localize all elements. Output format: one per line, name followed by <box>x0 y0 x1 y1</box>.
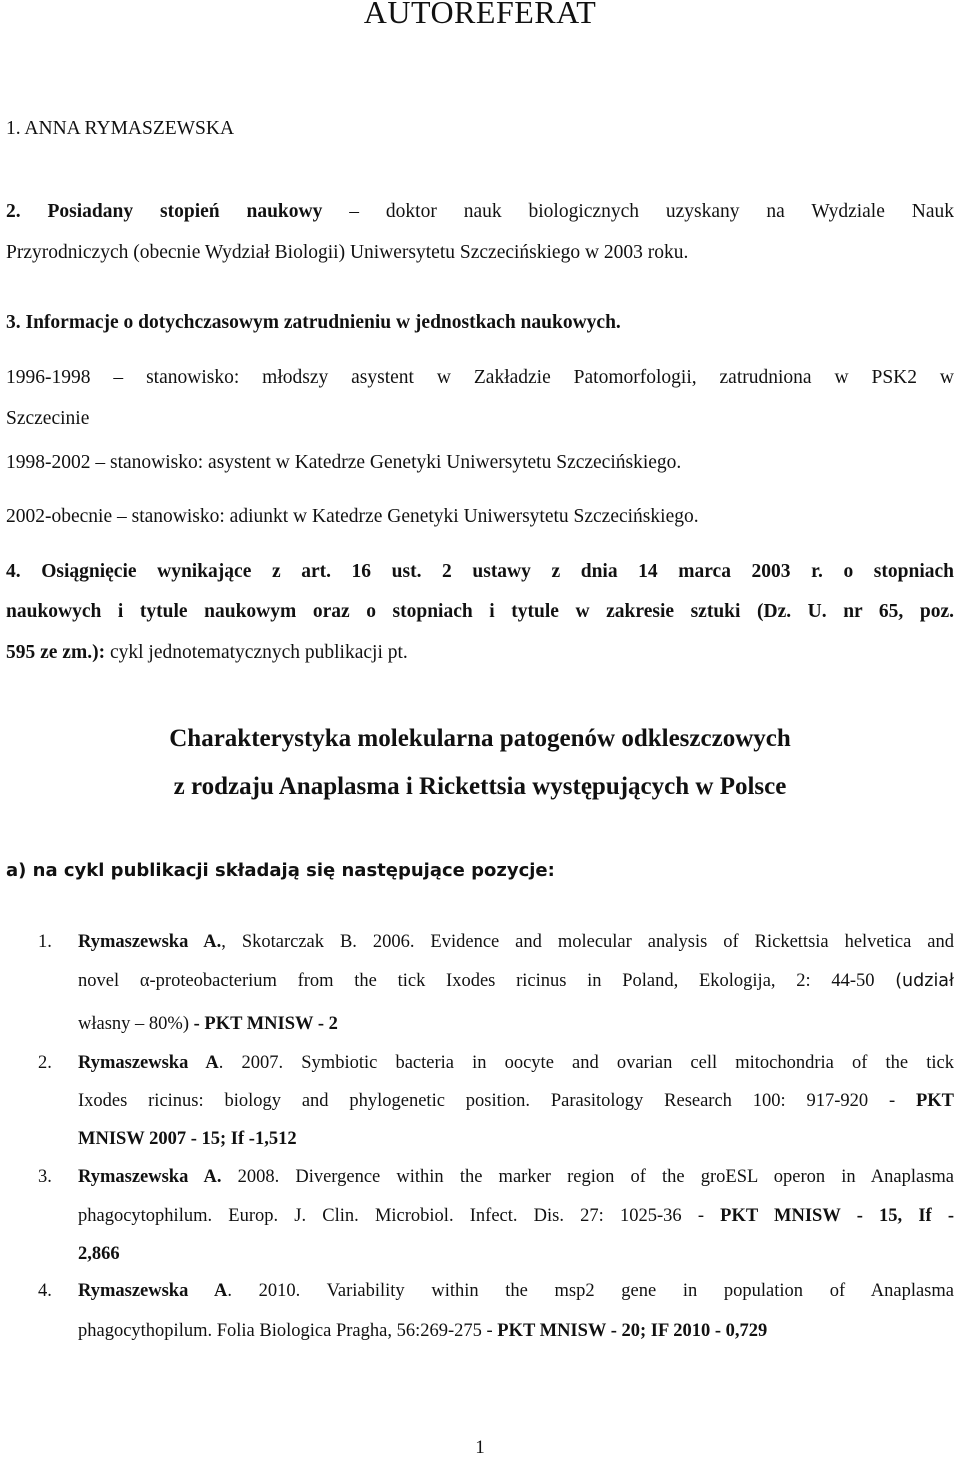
pub-1-line-1: Rymaszewska A., Skotarczak B. 2006. Evidence and molecular analysis of Rickettsia helvetica and <box>78 932 954 952</box>
pub-2-line-3: MNISW 2007 - 15; If -1,512 <box>78 1129 297 1149</box>
publications-heading: a) na cykl publikacji składają się następujące pozycje: <box>6 860 555 881</box>
thesis-title-line-2: z rodzaju Anaplasma i Rickettsia występujących w Polsce <box>173 773 787 800</box>
pub-3-author: Rymaszewska A. <box>78 1167 222 1187</box>
pub-4-line-1: Rymaszewska A. 2010. Variability within the msp2 gene in population of Anaplasma <box>78 1281 954 1301</box>
document-title: AUTOREFERAT <box>363 0 597 30</box>
section-4-line-2: naukowych i tytule naukowym oraz o stopniach i tytule w zakresie sztuki (Dz. U. nr 65, poz. <box>6 601 954 622</box>
section-2-dash: – <box>349 201 360 222</box>
section-1-name: 1. ANNA RYMASZEWSKA <box>6 118 235 139</box>
pub-2-line-1: Rymaszewska A. 2007. Symbiotic bacteria in oocyte and ovarian cell mitochondria of the tick <box>78 1053 954 1073</box>
pub-1-line-3: własny – 80%) - PKT MNISW - 2 <box>78 1014 338 1034</box>
pub-3-number: 3. <box>38 1167 52 1187</box>
section-2-lead: 2. Posiadany stopień naukowy <box>6 201 323 222</box>
pub-2-line-2: Ixodes ricinus: biology and phylogenetic position. Parasitology Research 100: 917-920 - PKT <box>78 1091 954 1111</box>
employment-entry-1: 1996-1998 – stanowisko: młodszy asystent w Zakładzie Patomorfologii, zatrudniona w PSK2 w <box>6 367 954 388</box>
pub-4-author: Rymaszewska A <box>78 1281 228 1301</box>
section-3-heading: 3. Informacje o dotychczasowym zatrudnieniu w jednostkach naukowych. <box>6 312 621 333</box>
employment-entry-1-cont: Szczecinie <box>6 408 90 429</box>
pub-4-number: 4. <box>38 1281 52 1301</box>
thesis-title-line-1: Charakterystyka molekularna patogenów odkleszczowych <box>169 725 791 752</box>
employment-entry-2: 1998-2002 – stanowisko: asystent w Katedrze Genetyki Uniwersytetu Szczecińskiego. <box>6 452 682 473</box>
pub-3-line-3: 2,866 <box>78 1244 120 1264</box>
page-number: 1 <box>475 1437 485 1458</box>
pub-3-line-1: Rymaszewska A. 2008. Divergence within the marker region of the groESL operon in Anaplasma <box>78 1167 954 1187</box>
section-4-line-1: 4. Osiągnięcie wynikające z art. 16 ust. 2 ustawy z dnia 14 marca 2003 r. o stopniach <box>6 561 954 582</box>
section-4-line-3 <box>6 642 408 664</box>
section-2-line-1 <box>6 201 954 223</box>
section-4-rest: cykl jednotematycznych publikacji pt. <box>105 642 408 663</box>
pub-2-number: 2. <box>38 1053 52 1073</box>
section-2-line-2: Przyrodniczych (obecnie Wydział Biologii) Uniwersytetu Szczecińskiego w 2003 roku. <box>6 242 689 263</box>
employment-entry-3: 2002-obecnie – stanowisko: adiunkt w Katedrze Genetyki Uniwersytetu Szczecińskiego. <box>6 506 699 527</box>
pub-1-number: 1. <box>38 932 52 952</box>
section-4-citation: 595 ze zm.): <box>6 642 106 663</box>
section-2-rest: doktor nauk biologicznych uzyskany na Wydziale Nauk <box>385 201 954 222</box>
pub-3-line-2: phagocytophilum. Europ. J. Clin. Microbiol. Infect. Dis. 27: 1025-36 - PKT MNISW - 15, If - <box>78 1206 955 1226</box>
pub-4-line-2: phagocythopilum. Folia Biologica Pragha, 56:269-275 - PKT MNISW - 20; IF 2010 - 0,729 <box>78 1321 768 1341</box>
pub-1-line-2: novel α-proteobacterium from the tick Ixodes ricinus in Poland, Ekologija, 2: 44-50 (udział <box>78 971 955 991</box>
pub-1-author: Rymaszewska A. <box>78 932 222 952</box>
pub-2-author: Rymaszewska A <box>78 1053 219 1073</box>
